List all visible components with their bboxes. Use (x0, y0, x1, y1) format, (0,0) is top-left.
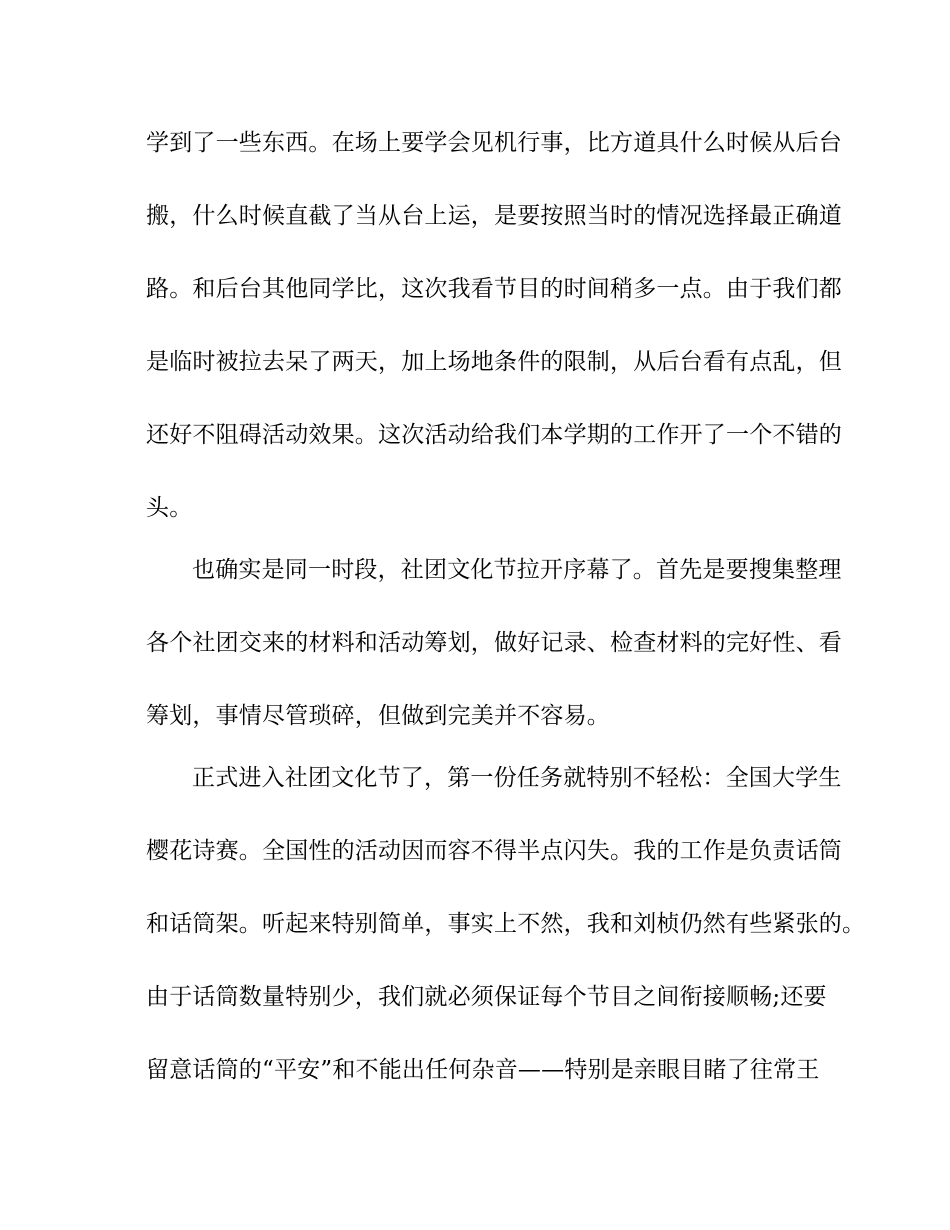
text-line-10: 正式进入社团文化节了，第一份任务就特别不轻松：全国大学生 (192, 765, 842, 791)
text-line-12: 和话筒架。听起来特别简单，事实上不然，我和刘桢仍然有些紧张的。 (146, 911, 866, 937)
text-line-6: 头。 (146, 495, 193, 521)
text-line-9: 筹划，事情尽管琐碎，但做到完美并不容易。 (146, 703, 610, 729)
text-line-4: 是临时被拉去呆了两天，加上场地条件的限制，从后台看有点乱，但 (146, 349, 842, 375)
text-line-7: 也确实是同一时段，社团文化节拉开序幕了。首先是要搜集整理 (192, 557, 842, 583)
text-line-14: 留意话筒的“平安”和不能出任何杂音——特别是亲眼目睹了往常王 (146, 1057, 820, 1083)
text-line-1: 学到了一些东西。在场上要学会见机行事，比方道具什么时候从后台 (146, 130, 842, 156)
text-line-8: 各个社团交来的材料和活动筹划，做好记录、检查材料的完好性、看 (146, 630, 842, 656)
text-line-2: 搬，什么时候直截了当从台上运，是要按照当时的情况选择最正确道 (146, 203, 842, 229)
text-line-11: 樱花诗赛。全国性的活动因而容不得半点闪失。我的工作是负责话筒 (146, 838, 842, 864)
text-line-3: 路。和后台其他同学比，这次我看节目的时间稍多一点。由于我们都 (146, 276, 842, 302)
text-line-13: 由于话筒数量特别少，我们就必须保证每个节目之间衔接顺畅;还要 (146, 984, 827, 1010)
text-line-5: 还好不阻碍活动效果。这次活动给我们本学期的工作开了一个不错的 (146, 422, 842, 448)
